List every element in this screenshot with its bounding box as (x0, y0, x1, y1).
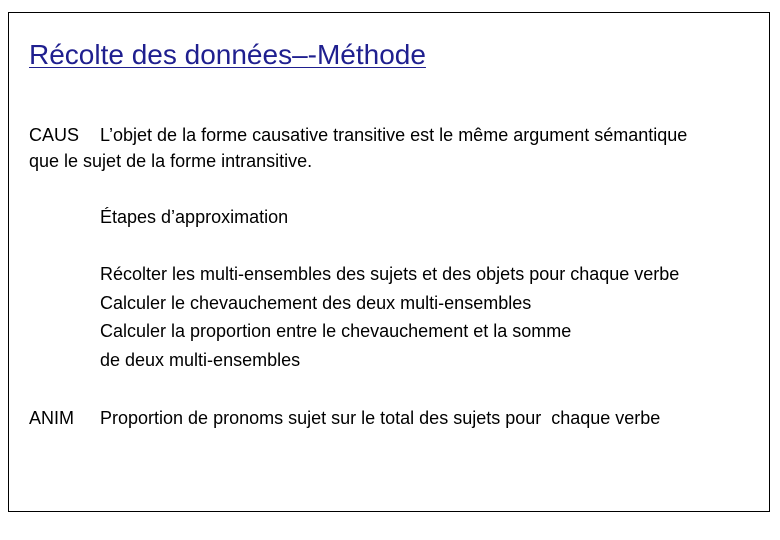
caus-definition-line1: L’objet de la forme causative transitive est le même argument sémantique (100, 125, 688, 145)
slide (8, 12, 770, 512)
step-item: Calculer la proportion entre le chevauchement et la somme (100, 321, 572, 341)
step-item: de deux multi-ensembles (100, 350, 301, 370)
anim-definition: Proportion de pronoms sujet sur le total des sujets pour chaque verbe (100, 408, 661, 428)
step-item: Calculer le chevauchement des deux multi-ensembles (100, 293, 532, 313)
steps-heading: Étapes d’approximation (100, 207, 289, 227)
anim-tag: ANIM (29, 408, 74, 428)
caus-tag: CAUS (29, 125, 80, 145)
slide-title: Récolte des données–-Méthode (29, 39, 426, 70)
caus-definition-line2: que le sujet de la forme intransitive. (29, 151, 313, 171)
step-item: Récolter les multi-ensembles des sujets et des objets pour chaque verbe (100, 264, 680, 284)
